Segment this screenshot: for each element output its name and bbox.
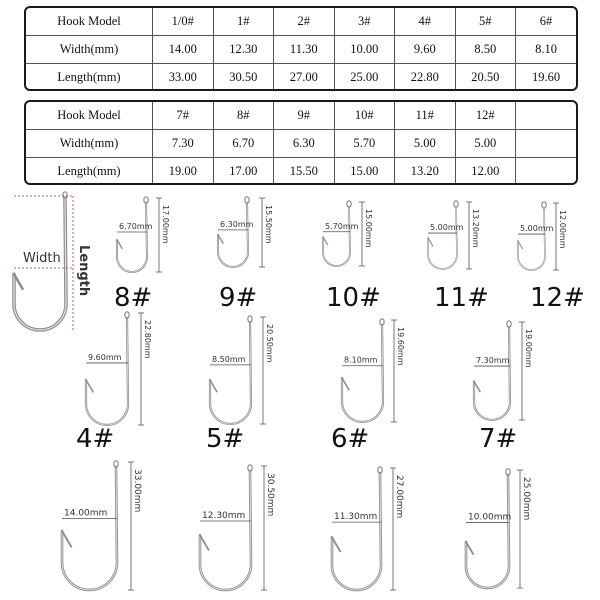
hook-highlight — [210, 322, 251, 424]
hook-body — [86, 318, 128, 425]
hook-size-label: 11# — [434, 283, 489, 313]
length-label: 13.20mm — [471, 209, 480, 248]
hook-barb — [86, 380, 93, 393]
length-label: 19.60mm — [396, 327, 405, 366]
hook-body — [323, 207, 350, 266]
width-cell: 6.30 — [274, 130, 335, 158]
hook-figure — [323, 201, 381, 313]
header-cell: Width(mm) — [26, 130, 153, 158]
length-label: 15.50mm — [264, 205, 273, 244]
model-cell: 12# — [455, 102, 516, 130]
model-cell: 3# — [334, 8, 395, 36]
width-label: 5.70mm — [325, 221, 359, 231]
hook-size-label: 7# — [479, 424, 518, 454]
hook-size-label: 10# — [326, 283, 381, 313]
width-label: 7.30mm — [476, 356, 510, 366]
width-cell: 8.50 — [455, 36, 516, 64]
hook-size-label: 4# — [76, 424, 115, 454]
width-label: 10.00mm — [468, 512, 512, 523]
hook-figure — [474, 321, 533, 454]
width-cell: 11.30 — [274, 36, 335, 64]
hook-body — [332, 473, 381, 590]
hook-highlight — [200, 471, 251, 590]
model-cell: 11# — [395, 102, 456, 130]
length-label: 25.00mm — [521, 477, 531, 521]
hook-barb — [200, 535, 209, 550]
length-cell: 12.00 — [455, 158, 516, 186]
hook-body — [428, 207, 457, 269]
length-label: 33.00mm — [132, 469, 142, 513]
legend-length-label: Length — [76, 245, 91, 297]
hook-highlight — [342, 325, 383, 422]
length-label: 15.00mm — [364, 209, 373, 248]
length-label: 22.80mm — [143, 320, 152, 359]
hook-size-label: 9# — [219, 283, 258, 313]
hook-figure — [331, 319, 405, 454]
header-cell: Hook Model — [26, 102, 153, 130]
width-cell: 5.00 — [455, 130, 516, 158]
width-label: 11.30mm — [334, 512, 378, 523]
length-cell: 19.00 — [153, 158, 214, 186]
header-cell: Length(mm) — [26, 64, 153, 92]
legend-hook — [14, 192, 91, 330]
hook-highlight — [323, 207, 350, 266]
width-cell: 14.00 — [153, 36, 214, 64]
width-cell: 5.70 — [334, 130, 395, 158]
hook-body — [218, 203, 248, 267]
length-label: 19.00mm — [524, 329, 533, 368]
header-cell: Hook Model — [26, 8, 153, 36]
length-cell: 30.50 — [213, 64, 274, 92]
width-cell: 5.00 — [395, 130, 456, 158]
hook-figure — [466, 469, 531, 588]
hook-figure — [114, 197, 170, 313]
model-cell: 6# — [516, 8, 577, 36]
hook-highlight — [518, 208, 545, 270]
width-cell: 6.70 — [213, 130, 274, 158]
hook-body — [518, 208, 545, 270]
hook-highlight — [474, 327, 510, 420]
length-label: 17.00mm — [161, 205, 170, 244]
width-cell: 7.30 — [153, 130, 214, 158]
hook-figure — [428, 201, 489, 313]
hook-highlight — [428, 207, 457, 269]
width-label: 5.00mm — [520, 224, 554, 234]
hook-highlight — [218, 203, 248, 267]
model-cell: 10# — [334, 102, 395, 130]
hook-body — [466, 475, 512, 588]
model-cell: 7# — [153, 102, 214, 130]
hook-figure — [200, 465, 275, 590]
hook-body — [62, 467, 117, 590]
width-cell: 12.30 — [213, 36, 274, 64]
hook-size-label: 8# — [114, 283, 153, 313]
hook-body — [210, 322, 251, 424]
hook-body — [342, 325, 383, 422]
hook-barb — [62, 531, 72, 548]
model-cell: 1/0# — [153, 8, 214, 36]
legend-width-label: Width — [23, 251, 61, 266]
length-cell: 25.00 — [334, 64, 395, 92]
length-cell: 13.20 — [395, 158, 456, 186]
width-cell: 9.60 — [395, 36, 456, 64]
hook-highlight — [332, 473, 381, 590]
width-label: 12.30mm — [202, 510, 246, 521]
hook-figure — [218, 197, 273, 313]
model-cell: 2# — [274, 8, 335, 36]
length-cell: 15.00 — [334, 158, 395, 186]
width-label: 6.70mm — [119, 221, 153, 231]
length-label: 27.00mm — [394, 475, 404, 519]
model-cell: 4# — [395, 8, 456, 36]
length-label: 20.50mm — [265, 324, 274, 363]
length-cell: 15.50 — [274, 158, 335, 186]
length-cell: 17.00 — [213, 158, 274, 186]
width-label: 6.30mm — [220, 219, 254, 229]
width-label: 5.00mm — [430, 223, 464, 233]
width-label: 8.10mm — [344, 355, 378, 365]
length-cell: 19.60 — [516, 64, 577, 92]
model-cell: 8# — [213, 102, 274, 130]
model-cell: 1# — [213, 8, 274, 36]
hook-figure — [332, 467, 404, 590]
header-cell: Length(mm) — [26, 158, 153, 186]
length-cell: 27.00 — [274, 64, 335, 92]
model-cell: 9# — [274, 102, 335, 130]
width-label: 8.50mm — [212, 354, 246, 364]
hook-size-label: 6# — [331, 424, 370, 454]
length-cell: 20.50 — [455, 64, 516, 92]
hook-highlight — [86, 318, 128, 425]
model-cell: 5# — [455, 8, 516, 36]
hook-highlight — [466, 475, 512, 588]
hook-figure — [206, 316, 274, 454]
length-label: 30.50mm — [265, 473, 275, 517]
hook-body — [474, 327, 510, 420]
hook-figure — [62, 461, 142, 590]
hook-figure — [518, 202, 585, 313]
width-cell: 8.10 — [516, 36, 577, 64]
hook-body — [200, 471, 251, 590]
hook-highlight — [117, 203, 147, 272]
width-label: 14.00mm — [64, 508, 108, 519]
hook-size-label: 12# — [530, 283, 585, 313]
hook-figure — [76, 312, 152, 454]
width-cell: 10.00 — [334, 36, 395, 64]
length-label: 12.00mm — [558, 210, 567, 249]
hook-size-label: 5# — [206, 424, 245, 454]
width-label: 9.60mm — [88, 352, 122, 362]
hook-highlight — [62, 467, 117, 590]
header-cell: Width(mm) — [26, 36, 153, 64]
length-cell: 22.80 — [395, 64, 456, 92]
length-cell: 33.00 — [153, 64, 214, 92]
hook-body — [117, 203, 147, 272]
